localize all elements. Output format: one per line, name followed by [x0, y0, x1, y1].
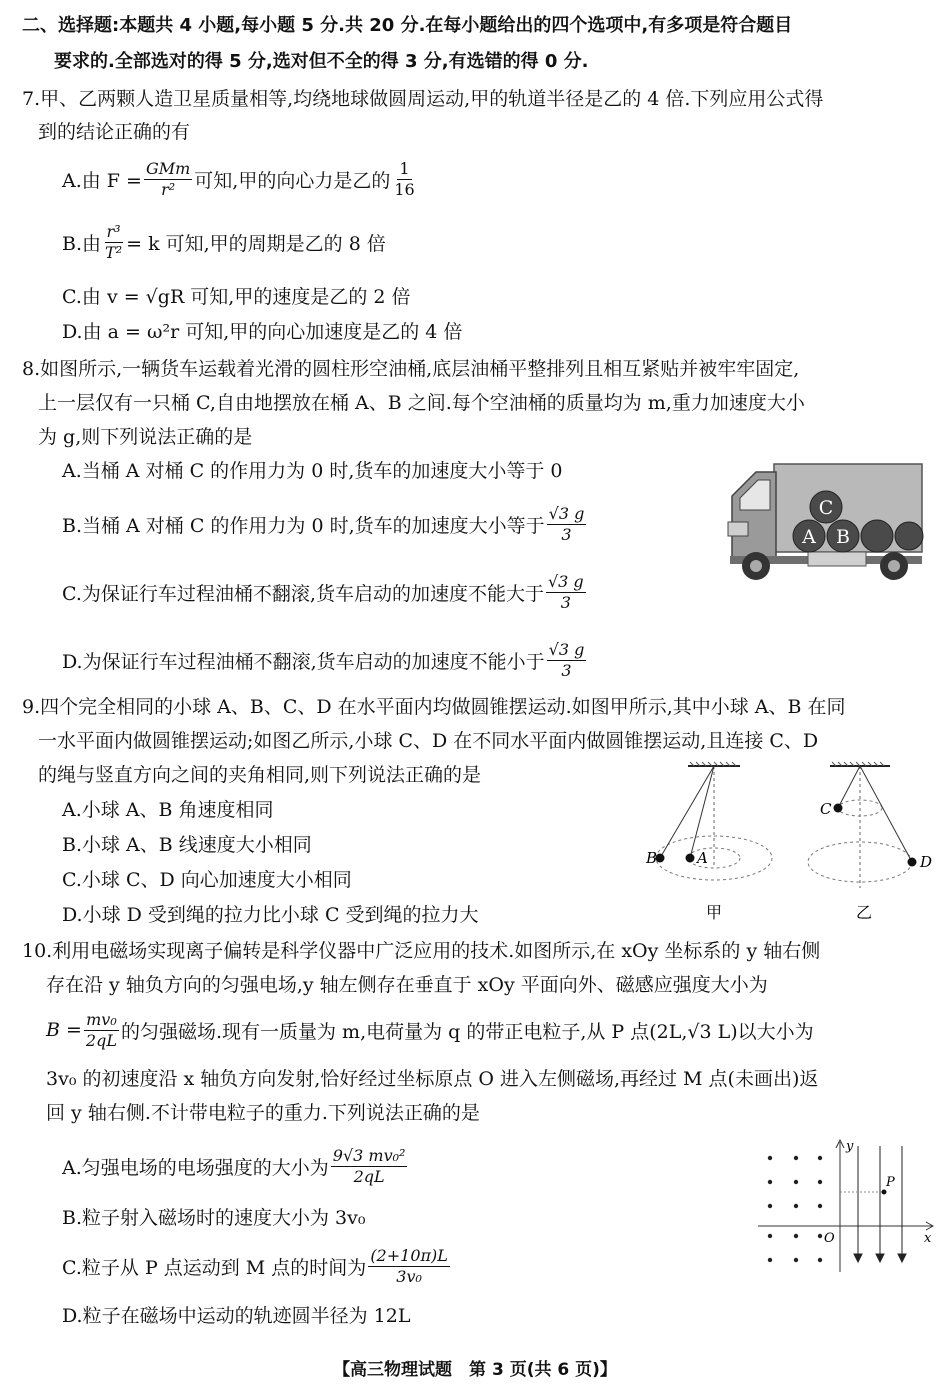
q7-option-c: C.由 v = √gR 可知,甲的速度是乙的 2 倍 [62, 286, 411, 308]
q8-option-d [62, 636, 588, 684]
barrel-c-label: C [818, 497, 834, 519]
page-footer: 【高三物理试题 第 3 页(共 6 页)】 [333, 1360, 617, 1380]
q10-option-a-value [331, 1146, 408, 1187]
section-header-line1: 二、选择题:本题共 4 小题,每小题 5 分.共 20 分.在每小题给出的四个选项中,有多项是符合题目 [22, 15, 793, 36]
string-b [660, 766, 714, 858]
q10-stem-line1: 10.利用电磁场实现离子偏转是科学仪器中广泛应用的技术.如图所示,在 xOy 坐标系的 y 轴右侧 [22, 940, 821, 962]
q9-stem-line2: 一水平面内做圆锥摆运动;如图乙所示,小球 C、D 在不同水平面内做圆锥摆运动,且连接 C、D [38, 730, 819, 752]
q7-option-b-denominator: T² [105, 242, 123, 262]
conical-pendulum-figures [640, 758, 940, 938]
point-p-label: P [886, 1175, 895, 1190]
ball-c-label: C [820, 800, 832, 818]
x-axis-label: x [924, 1231, 932, 1246]
q7-option-b-numerator: r³ [106, 221, 121, 241]
q8-option-d-value [547, 640, 587, 681]
q7-option-a-middle: 可知,甲的向心力是乙的 [194, 169, 391, 192]
q10-field-formula [84, 1010, 119, 1051]
q8-option-c-numerator: √3 g [547, 571, 584, 591]
q8-option-c [62, 568, 588, 616]
section-header-line2: 要求的.全部选对的得 5 分,选对但不全的得 3 分,有选错的得 0 分. [54, 51, 589, 72]
figure-right-caption: 乙 [856, 903, 873, 922]
ball-c [834, 804, 843, 813]
q7-stem-line1: 7.甲、乙两颗人造卫星质量相等,均绕地球做圆周运动,甲的轨道半径是乙的 4 倍.下列应用公式得 [22, 88, 824, 110]
electric-field-lines [854, 1146, 906, 1262]
q10-option-c-denominator: 3v₀ [396, 1266, 422, 1286]
q9-option-b: B.小球 A、B 线速度大小相同 [62, 834, 312, 856]
q10-field-numerator: mv₀ [86, 1009, 117, 1029]
q7-stem-line2: 到的结论正确的有 [38, 121, 191, 143]
q10-option-d: D.粒子在磁场中运动的轨迹圆半径为 12L [62, 1305, 411, 1327]
ball-b-label: B [646, 849, 658, 867]
q8-option-a: A.当桶 A 对桶 C 的作用力为 0 时,货车的加速度大小等于 0 [62, 460, 563, 482]
origin-label: O [824, 1231, 835, 1246]
string-d [860, 766, 912, 862]
q7-option-a-numerator: GMm [145, 158, 191, 178]
q8-option-b-value [547, 504, 587, 545]
q8-stem-line1: 8.如图所示,一辆货车运载着光滑的圆柱形空油桶,底层油桶平整排列且相互紧贴并被牢牢固定, [22, 358, 800, 380]
point-p [882, 1190, 887, 1195]
q10-stem3-prefix: B = [46, 1019, 82, 1041]
q9-option-d: D.小球 D 受到绳的拉力比小球 C 受到绳的拉力大 [62, 904, 479, 926]
magnetic-field-dots [768, 1156, 822, 1262]
q7-option-b-prefix: B.由 [62, 232, 102, 255]
string-a [690, 766, 714, 858]
barrel-b-label: B [836, 526, 850, 548]
q9-option-a: A.小球 A、B 角速度相同 [62, 799, 274, 821]
q10-option-a [62, 1140, 409, 1192]
q8-option-c-value [546, 572, 586, 613]
y-axis-label: y [846, 1139, 854, 1154]
truck-fuel-tank [808, 552, 866, 566]
q8-option-d-numerator: √3 g [548, 639, 585, 659]
q10-option-b: B.粒子射入磁场时的速度大小为 3v₀ [62, 1207, 366, 1229]
q7-option-b [62, 219, 386, 265]
q10-stem-line2: 存在沿 y 轴负方向的匀强电场,y 轴左侧存在垂直于 xOy 平面向外、磁感应强度大小为 [46, 974, 768, 996]
ball-d-label: D [920, 853, 933, 871]
q10-option-c-value [368, 1246, 450, 1287]
q10-field-denominator: 2qL [85, 1030, 117, 1050]
truck-figure [726, 458, 926, 583]
q7-option-a [62, 156, 419, 202]
q8-option-b-denominator: 3 [561, 524, 572, 544]
q8-option-d-denominator: 3 [561, 660, 572, 680]
ball-a [686, 854, 695, 863]
barrel-4 [861, 520, 893, 552]
q10-option-a-numerator: 9√3 mv₀² [332, 1145, 406, 1165]
q7-option-a-ratio-denominator: 16 [394, 179, 415, 199]
q10-option-a-denominator: 2qL [353, 1166, 385, 1186]
figure-left-caption: 甲 [706, 903, 723, 922]
q10-stem3-suffix: 的匀强磁场.现有一质量为 m,电荷量为 q 的带正电粒子,从 P 点(2L,√3 L)以大小为 [120, 1020, 814, 1043]
q7-option-a-prefix: A.由 F = [62, 169, 142, 192]
q10-option-c-text: C.粒子从 P 点运动到 M 点的时间为 [62, 1256, 367, 1279]
ball-a-label: A [697, 849, 708, 867]
q8-option-b-text: B.当桶 A 对桶 C 的作用力为 0 时,货车的加速度大小等于 [62, 514, 545, 537]
q9-stem-line1: 9.四个完全相同的小球 A、B、C、D 在水平面内均做圆锥摆运动.如图甲所示,其中小球 A、B 在同 [22, 696, 846, 718]
q7-option-b-suffix: = k 可知,甲的周期是乙的 8 倍 [126, 232, 386, 255]
q8-option-c-denominator: 3 [560, 592, 571, 612]
q7-option-a-ratio-numerator: 1 [399, 158, 410, 178]
truck-grille [728, 522, 748, 536]
q10-option-a-text: A.匀强电场的电场强度的大小为 [62, 1156, 329, 1179]
q10-option-c [62, 1240, 452, 1292]
field-diagram [756, 1136, 936, 1276]
q10-option-c-numerator: (2+10π)L [370, 1245, 448, 1265]
q8-option-b-numerator: √3 g [548, 503, 585, 523]
truck-front-hub [750, 560, 762, 572]
q8-option-d-text: D.为保证行车过程油桶不翻滚,货车启动的加速度不能小于 [62, 650, 545, 673]
q7-option-a-formula [144, 159, 192, 200]
q7-option-d: D.由 a = ω²r 可知,甲的向心加速度是乙的 4 倍 [62, 321, 463, 343]
ball-d [908, 858, 917, 867]
q9-stem-line3: 的绳与竖直方向之间的夹角相同,则下列说法正确的是 [38, 764, 482, 786]
q7-option-a-ratio [392, 159, 416, 200]
q8-stem-line2: 上一层仅有一只桶 C,自由地摆放在桶 A、B 之间.每个空油桶的质量均为 m,重力加速度大小 [38, 392, 805, 414]
q8-stem-line3: 为 g,则下列说法正确的是 [38, 426, 253, 448]
q10-stem-line3 [46, 1005, 814, 1055]
barrel-a-label: A [802, 526, 816, 548]
q10-stem-line5: 回 y 轴右侧.不计带电粒子的重力.下列说法正确的是 [46, 1102, 480, 1124]
truck-rear-hub [888, 560, 900, 572]
q8-option-c-text: C.为保证行车过程油桶不翻滚,货车启动的加速度不能大于 [62, 582, 544, 605]
barrel-5 [895, 522, 923, 550]
q7-option-b-formula [103, 222, 124, 263]
q8-option-b [62, 500, 588, 548]
q9-option-c: C.小球 C、D 向心加速度大小相同 [62, 869, 352, 891]
q10-stem-line4: 3v₀ 的初速度沿 x 轴负方向发射,恰好经过坐标原点 O 进入左侧磁场,再经过 M 点(未画出)返 [46, 1068, 819, 1090]
q7-option-a-denominator: r² [161, 179, 176, 199]
string-c [838, 766, 860, 808]
